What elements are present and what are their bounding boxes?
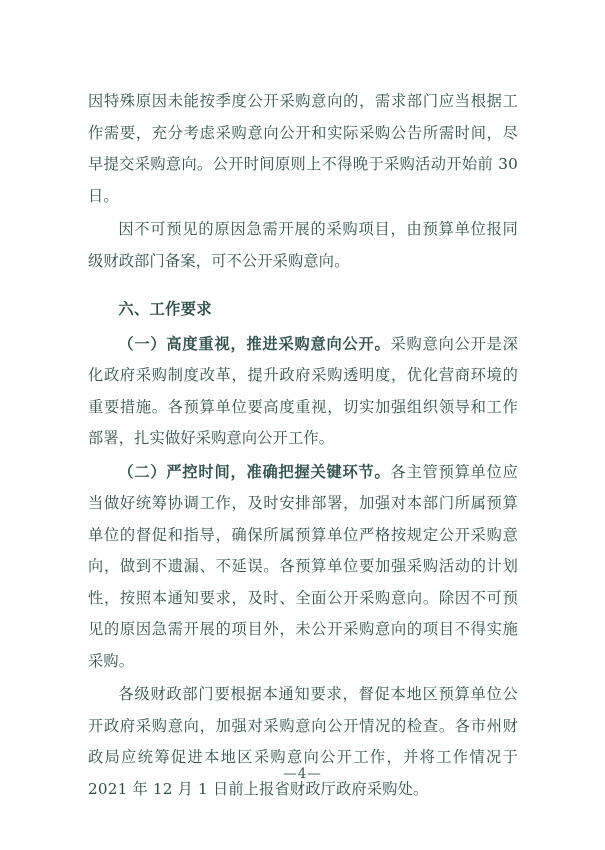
list-item-two-lead: （二）严控时间，准确把握关键环节。: [118, 462, 391, 481]
section-heading-work-requirements: 六、工作要求: [118, 300, 212, 318]
list-item-two-text: 各主管预算单位应当做好统筹协调工作，及时安排部署，加强对本部门所属预算单位的督促和指导，确保所属预算单位严格按规定公开采购意向，做到不遗漏、不延误。各预算单位要加强采购活动的计划性，按照本通知要求，及时、全面公开采购意向。除因不可预见的原因急需开展的项目外，未公开采购意向的项目不得实施采购。: [88, 462, 518, 670]
list-item-one: [88, 329, 518, 455]
paragraph-continuation: 因特殊原因未能按季度公开采购意向的，需求部门应当根据工作需要，充分考虑采购意向公开和实际采购公告所需时间，尽早提交采购意向。公开时间原则上不得晚于采购活动开始前 30 日。: [88, 92, 518, 205]
paragraph-exemption: 因不可预见的原因急需开展的采购项目，由预算单位报同级财政部门备案，可不公开采购意向。: [88, 220, 518, 270]
list-item-one-lead: （一）高度重视，推进采购意向公开。: [118, 334, 391, 353]
section-spacer: [88, 279, 518, 285]
list-item-two: [88, 457, 518, 678]
paragraph-closing: 各级财政部门要根据本通知要求，督促本地区预算单位公开政府采购意向，加强对采购意向公开情况的检查。各市州财政局应统筹促进本地区采购意向公开工作，并将工作情况于 2021 年 12 月 1 日前上报省财政厅政府采购处。: [88, 685, 518, 798]
list-item-one-text: 采购意向公开是深化政府采购制度改革，提升政府采购透明度，优化营商环境的重要措施。各预算单位要高度重视，切实加强组织领导和工作部署，扎实做好采购意向公开工作。: [88, 334, 518, 447]
page-number: —4—: [283, 766, 322, 782]
document-body: [88, 86, 518, 807]
